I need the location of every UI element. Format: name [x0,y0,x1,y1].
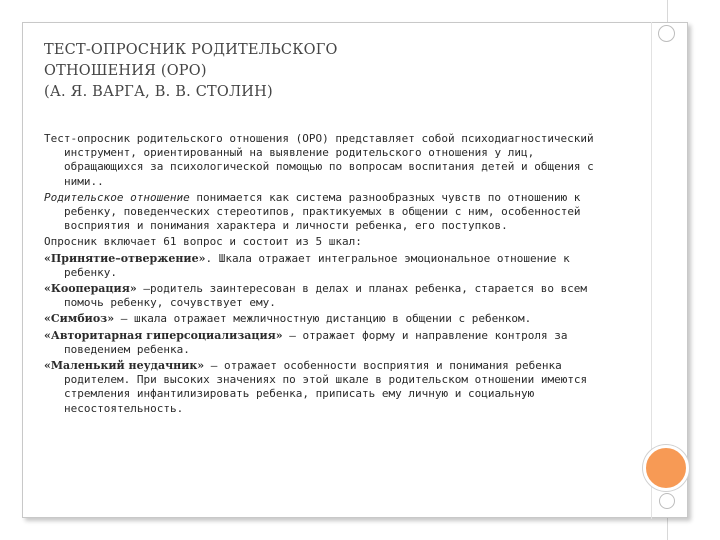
scale-description: – отражает форму и направление контроля за поведением ребенка. [64,328,568,356]
scale-description: –родитель заинтересован в делах и планах ребенка, старается во всем помочь ребенку, сочувствует ему. [64,282,588,310]
scale-description: . Шкала отражает интегральное эмоциональное отношение к ребенку. [64,251,570,279]
top-circle-ornament [658,25,675,42]
slide-body [44,132,619,418]
scale-name: «Авторитарная гиперсоциализация» [44,328,283,342]
inner-vertical-rule [651,22,652,519]
bottom-circle-ornament [659,493,675,509]
title-line-1: ТЕСТ-ОПРОСНИК РОДИТЕЛЬСКОГО [44,42,338,58]
scale-item [44,312,619,326]
title-line-2: ОТНОШЕНИЯ (ОРО) [44,63,207,79]
scale-item [44,282,619,310]
scale-name: «Маленький неудачник» [44,359,205,373]
definition-paragraph [44,191,619,234]
scale-description: – шкала отражает межличностную дистанцию в общении с ребенком. [114,312,532,326]
intro-paragraph: Тест-опросник родительского отношения (ОРО) представляет собой психодиагностический инструмент, ориентированный на выявление родительского отношения у лиц, обращающихся за психологической помощью по вопросам воспитания детей и общения с ними.. [44,132,594,188]
title-line-3: (А. Я. ВАРГА, В. В. СТОЛИН) [44,84,273,100]
scale-description: – отражает особенности восприятия и понимания ребенка родителем. При высоких значениях по этой шкале в родительском отношении имеются стремления инфантилизировать ребенка, приписать ему личную и социальную несостоятельность. [64,359,588,415]
orange-circle-ornament [643,445,689,491]
scale-name: «Кооперация» [44,282,137,296]
scale-item [44,359,619,416]
scale-item [44,252,619,280]
page-title [44,40,484,103]
scale-name: «Симбиоз» [44,312,115,326]
definition-term: Родительское отношение [44,190,190,204]
definition-text: понимается как система разнообразных чувств по отношению к ребенку, поведенческих стереотипов, практикуемых в общении с ним, особенностей восприятия и понимания характера и личности ребенка, его поступков. [64,190,581,233]
scale-item [44,329,619,357]
scale-name: «Принятие–отвержение» [44,251,206,265]
scales-intro: Опросник включает 61 вопрос и состоит из 5 шкал: [44,235,362,249]
